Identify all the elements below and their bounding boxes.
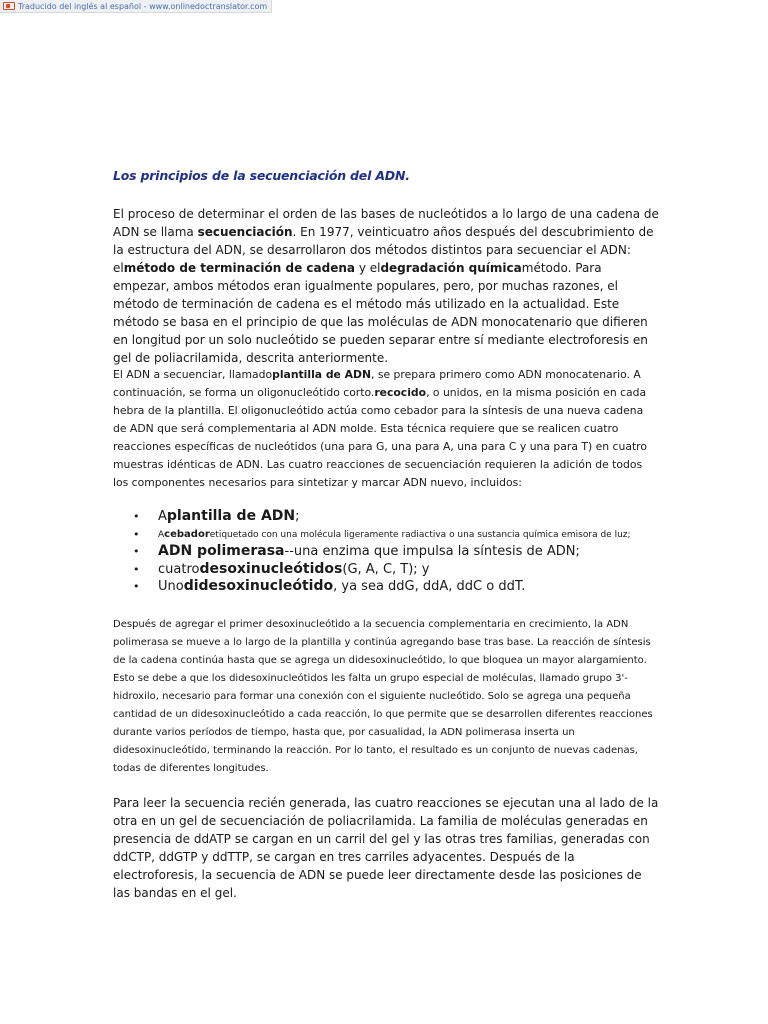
text-run: ; — [295, 509, 300, 524]
text-run: , ya sea ddG, ddA, ddC o ddT. — [333, 579, 526, 594]
text-run: --una enzima que impulsa la síntesis de ADN; — [284, 544, 580, 559]
bullet-icon: • — [133, 510, 140, 523]
list-item — [113, 526, 673, 544]
paragraph-synthesis: Después de agregar el primer desoxinucleótido a la secuencia complementaria en crecimiento, la ADN polimerasa se mueve a lo largo de la plantilla y continúa agregando base tras base. La reacción de síntesis de la cadena continúa hasta que se agrega un didesoxinucleótido, lo que bloquea un mayor alargamiento. Esto se debe a que los didesoxinucleótidos les falta un grupo especial de moléculas, llamado grupo 3'-hidroxilo, necesario para formar una conexión con el siguiente nucleótido. Solo se agrega una pequeña cantidad de un didesoxinucleótido a cada reacción, lo que permite que se desarrollen diferentes reacciones durante varios períodos de tiempo, hasta que, por casualidad, la ADN polimerasa inserta un didesoxinucleótido, terminando la reacción. Por lo tanto, el resultado es un conjunto de nuevas cadenas, todas de diferentes longitudes. — [113, 619, 653, 774]
translator-banner-text[interactable]: Traducido del inglés al español - www.onlinedoctranslator.com — [18, 1, 268, 11]
text-run: El ADN a secuenciar, llamado — [113, 368, 273, 381]
list-item — [113, 543, 673, 561]
text-run: A — [158, 509, 167, 524]
bullet-icon: • — [133, 545, 140, 558]
bold-term: degradación química — [380, 261, 522, 275]
text-run: etiquetado con una molécula ligeramente radiactiva o una sustancia química emisora de luz; — [209, 529, 631, 540]
bold-term: desoxinucleótidos — [199, 560, 343, 577]
bold-term: plantilla de ADN — [272, 368, 371, 381]
bold-term: secuenciación — [197, 225, 293, 239]
text-run: Uno — [158, 579, 184, 594]
text-run: método. Para empezar, ambos métodos eran igualmente populares, pero, por muchas razones, el método de terminación de cadena es el método más utilizado en la actualidad. Este método se basa en el principio de que las moléculas de ADN monocatenario que difieren en longitud por un solo nucleótido se pueden separar entre sí mediante electroforesis en gel de poliacrilamida, descrita anteriormente. — [113, 261, 648, 365]
bold-term: recocido — [374, 386, 427, 399]
paragraph-intro — [113, 205, 660, 367]
bold-term: ADN polimerasa — [158, 543, 285, 559]
text-run: y el — [355, 261, 381, 275]
bold-term: cebador — [164, 528, 210, 540]
list-item — [113, 561, 673, 579]
text-run: . En 1977, veinticuatro años después del descubrimiento de la estructura del ADN, se desarrollaron dos métodos distintos para secuenciar el ADN: el — [113, 225, 654, 275]
bullet-icon: • — [133, 580, 140, 593]
bold-term: didesoxinucleótido — [183, 578, 334, 594]
bold-term: plantilla de ADN — [166, 508, 296, 524]
bullet-icon: • — [133, 527, 140, 541]
list-item — [113, 508, 673, 526]
components-list — [113, 508, 673, 596]
bold-term: método de terminación de cadena — [123, 261, 355, 275]
bullet-icon: • — [133, 562, 140, 576]
text-run: , o unidos, en la misma posición en cada hebra de la plantilla. El oligonucleótido actúa como cebador para la síntesis de una nueva cadena de ADN que será complementaria al ADN molde. Esta técnica requiere que se realicen cuatro reacciones específicas de nucleótidos (una para G, una para A, una para C y una para T) en cuatro muestras idénticas de ADN. Las cuatro reacciones de secuenciación requieren la adición de todos los componentes necesarios para sintetizar y marcar ADN nuevo, incluidos: — [113, 386, 647, 489]
paragraph-template — [113, 366, 660, 492]
document-title: Los principios de la secuenciación del ADN. — [113, 168, 410, 183]
translator-banner[interactable] — [0, 0, 272, 13]
paragraph-reading: Para leer la secuencia recién generada, las cuatro reacciones se ejecutan una al lado de la otra en un gel de secuenciación de poliacrilamida. La familia de moléculas generadas en presencia de ddATP se cargan en un carril del gel y las otras tres familias, generadas con ddCTP, ddGTP y ddTTP, se cargan en tres carriles adyacentes. Después de la electroforesis, la secuencia de ADN se puede leer directamente desde las posiciones de las bandas en el gel. — [113, 796, 659, 900]
text-run: A — [158, 529, 165, 540]
translator-logo-icon — [3, 2, 15, 10]
text-run: (G, A, C, T); y — [342, 561, 430, 577]
text-run: , se prepara primero como ADN monocatenario. A continuación, se forma un oligonucleótido corto. — [113, 368, 641, 399]
list-item — [113, 578, 673, 596]
text-run: cuatro — [158, 561, 200, 577]
text-run: El proceso de determinar el orden de las bases de nucleótidos a lo largo de una cadena de ADN se llama — [113, 207, 659, 239]
